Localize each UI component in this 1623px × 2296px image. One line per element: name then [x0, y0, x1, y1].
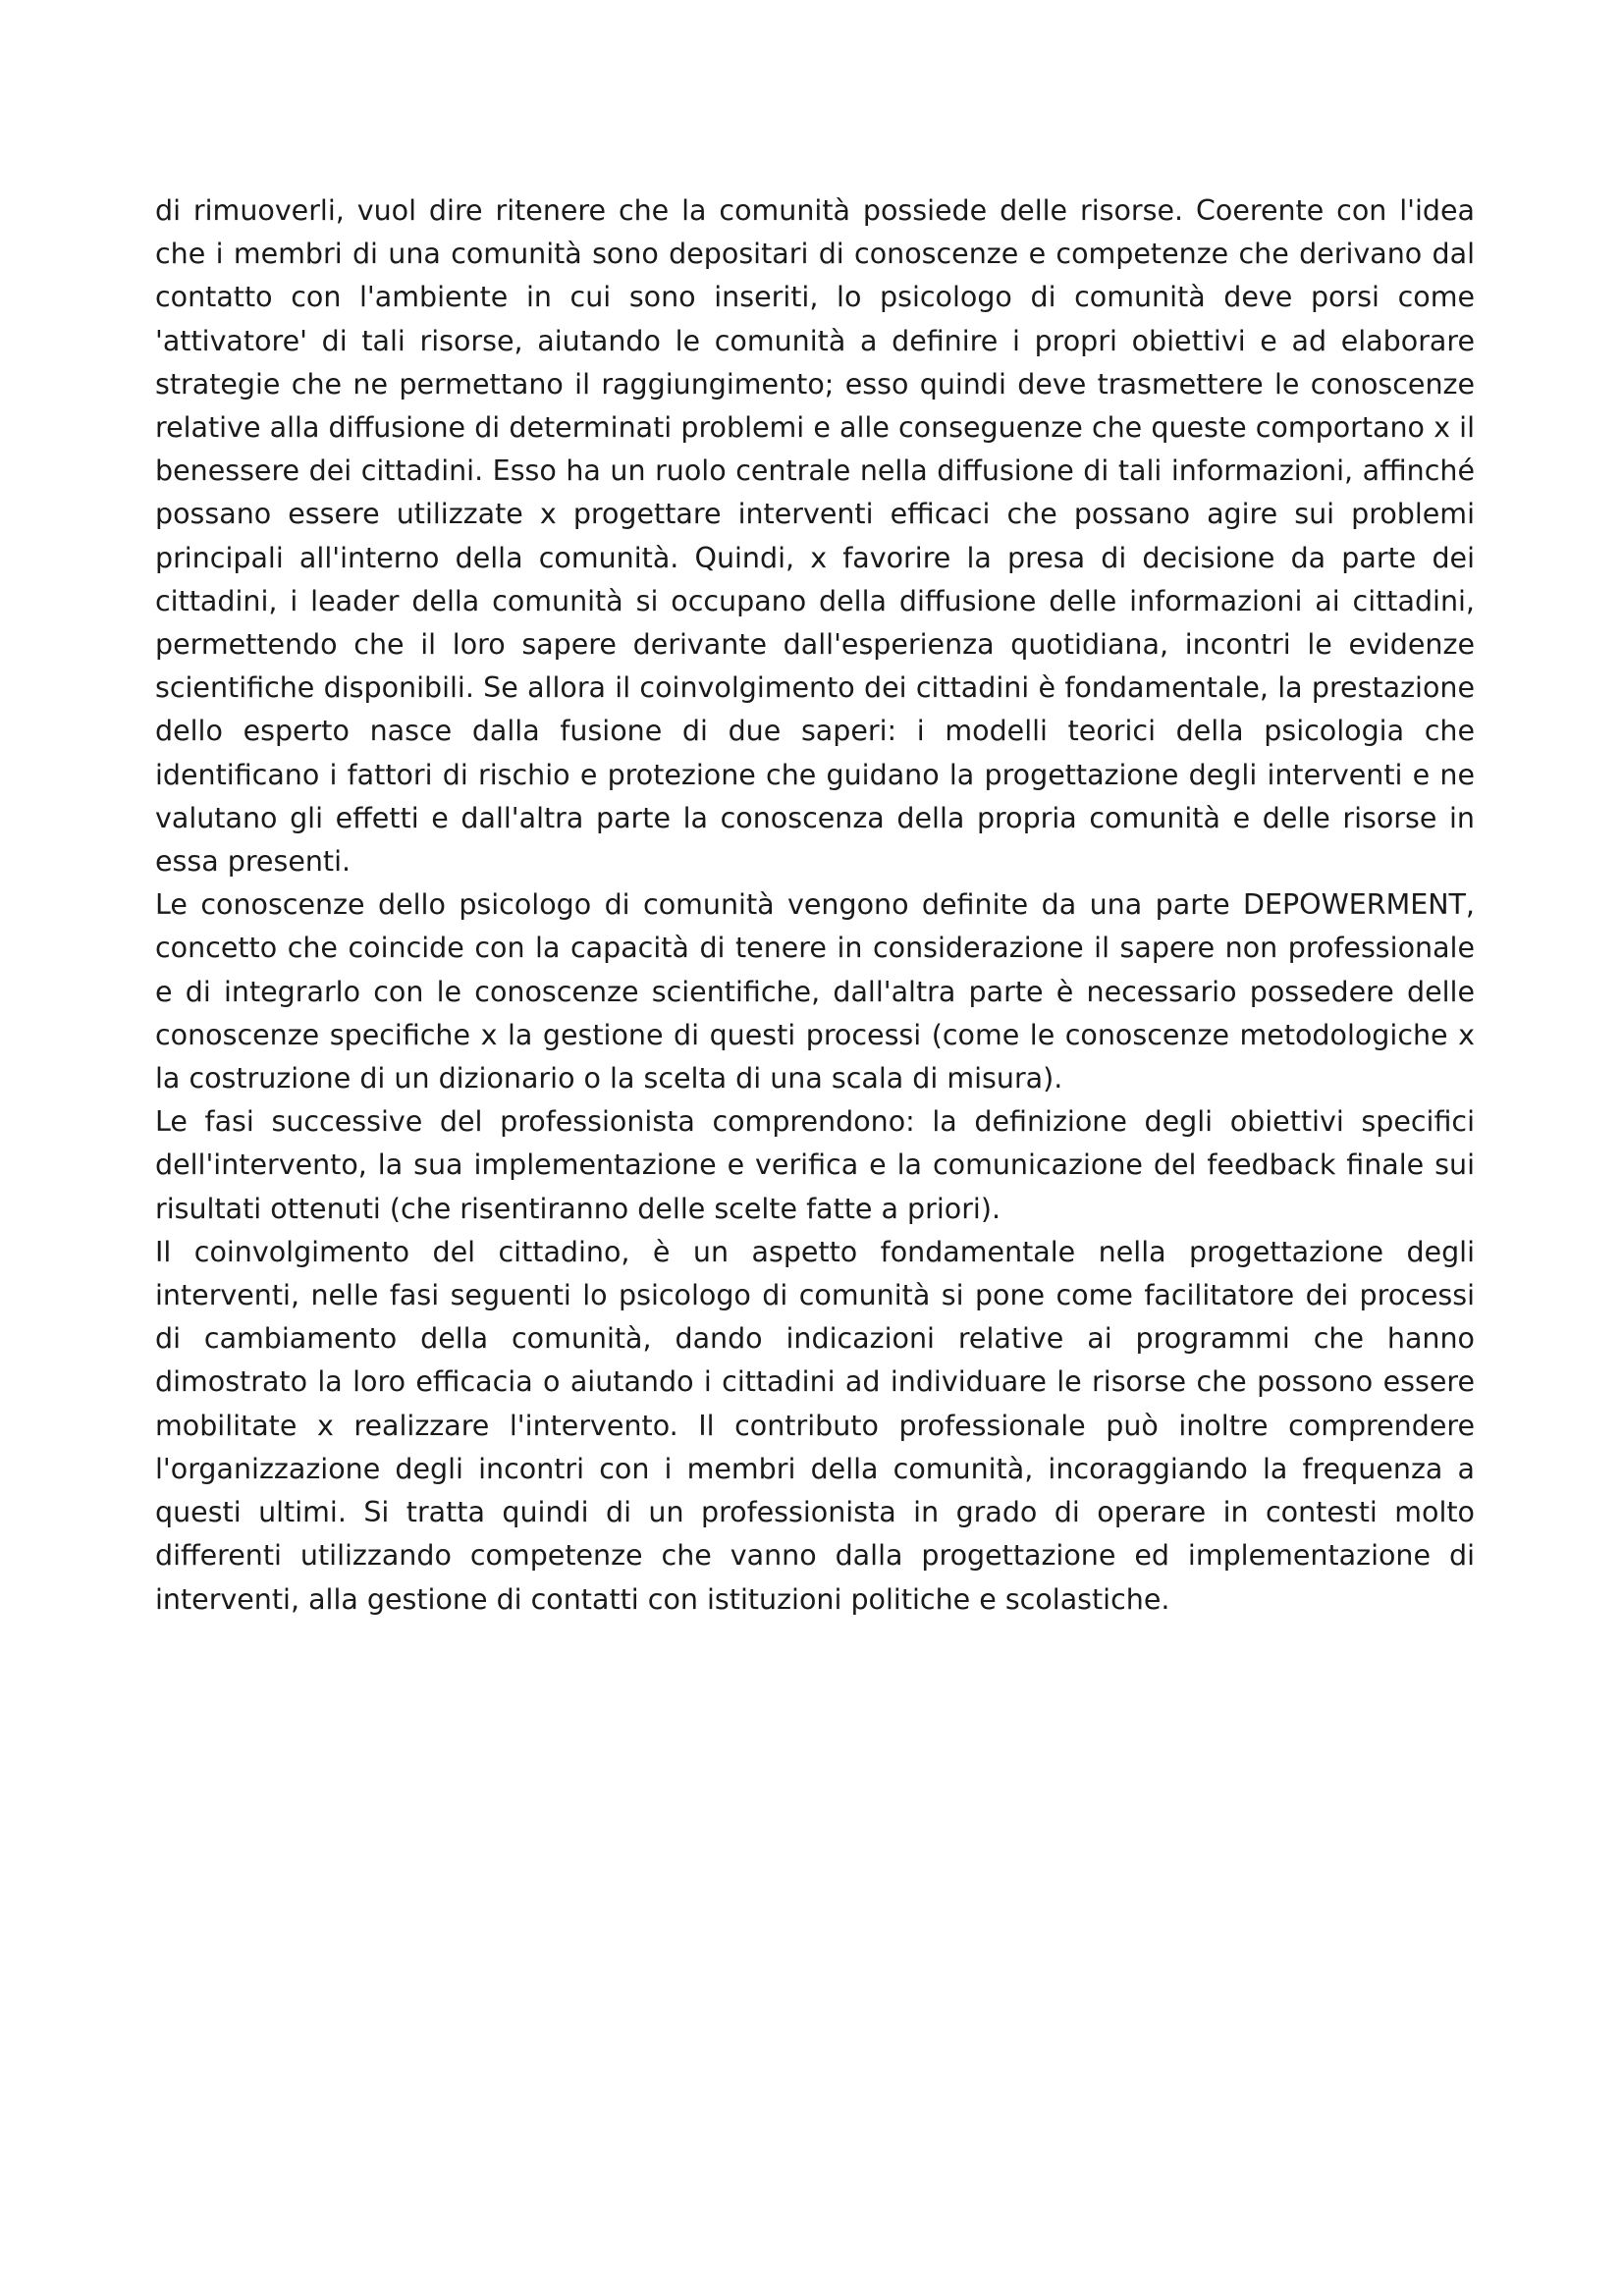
body-text — [155, 189, 1475, 1622]
paragraph-psychologist-knowledge: Le conoscenze dello psicologo di comunità vengono definite da una parte DEPOWERMENT, concetto che coincide con la capacità di tenere in considerazione il sapere non professionale e di integrarlo con le conoscenze scientifiche, dall'altra parte è necessario possedere delle conoscenze specifiche x la gestione di questi processi (come le conoscenze metodologiche x la costruzione di un dizionario o la scelta di una scala di misura). — [155, 888, 1475, 1095]
paragraph-community-resources: di rimuoverli, vuol dire ritenere che la comunità possiede delle risorse. Coerente con l'idea che i membri di una comunità sono depositari di conoscenze e competenze che derivano dal contatto con l'ambiente in cui sono inseriti, lo psicologo di comunità deve porsi come 'attivatore' di tali risorse, aiutando le comunità a definire i propri obiettivi e ad elaborare strategie che ne permettano il raggiungimento; esso quindi deve trasmettere le conoscenze relative alla diffusione di determinati problemi e alle conseguenze che queste comportano x il benessere dei cittadini. Esso ha un ruolo centrale nella diffusione di tali informazioni, affinché possano essere utilizzate x progettare interventi efficaci che possano agire sui problemi principali all'interno della comunità. Quindi, x favorire la presa di decisione da parte dei cittadini, i leader della comunità si occupano della diffusione delle informazioni ai cittadini, permettendo che il loro sapere derivante dall'esperienza quotidiana, incontri le evidenze scientifiche disponibili. Se allora il coinvolgimento dei cittadini è fondamentale, la prestazione dello esperto nasce dalla fusione di due saperi: i modelli teorici della psicologia che identificano i fattori di rischio e protezione che guidano la progettazione degli interventi e ne valutano gli effetti e dall'altra parte la conoscenza della propria comunità e delle risorse in essa presenti. — [155, 194, 1475, 879]
paragraph-professional-phases: Le fasi successive del professionista comprendono: la definizione degli obiettivi specifici dell'intervento, la sua implementazione e verifica e la comunicazione del feedback finale sui risultati ottenuti (che risentiranno delle scelte fatte a priori). — [155, 1105, 1475, 1225]
paragraph-citizen-involvement: Il coinvolgimento del cittadino, è un aspetto fondamentale nella progettazione degli interventi, nelle fasi seguenti lo psicologo di comunità si pone come facilitatore dei processi di cambiamento della comunità, dando indicazioni relative ai programmi che hanno dimostrato la loro efficacia o aiutando i cittadini ad individuare le risorse che possono essere mobilitate x realizzare l'intervento. Il contributo professionale può inoltre comprendere l'organizzazione degli incontri con i membri della comunità, incoraggiando la frequenza a questi ultimi. Si tratta quindi di un professionista in grado di operare in contesti molto differenti utilizzando competenze che vanno dalla progettazione ed implementazione di interventi, alla gestione di contatti con istituzioni politiche e scolastiche. — [155, 1235, 1475, 1616]
